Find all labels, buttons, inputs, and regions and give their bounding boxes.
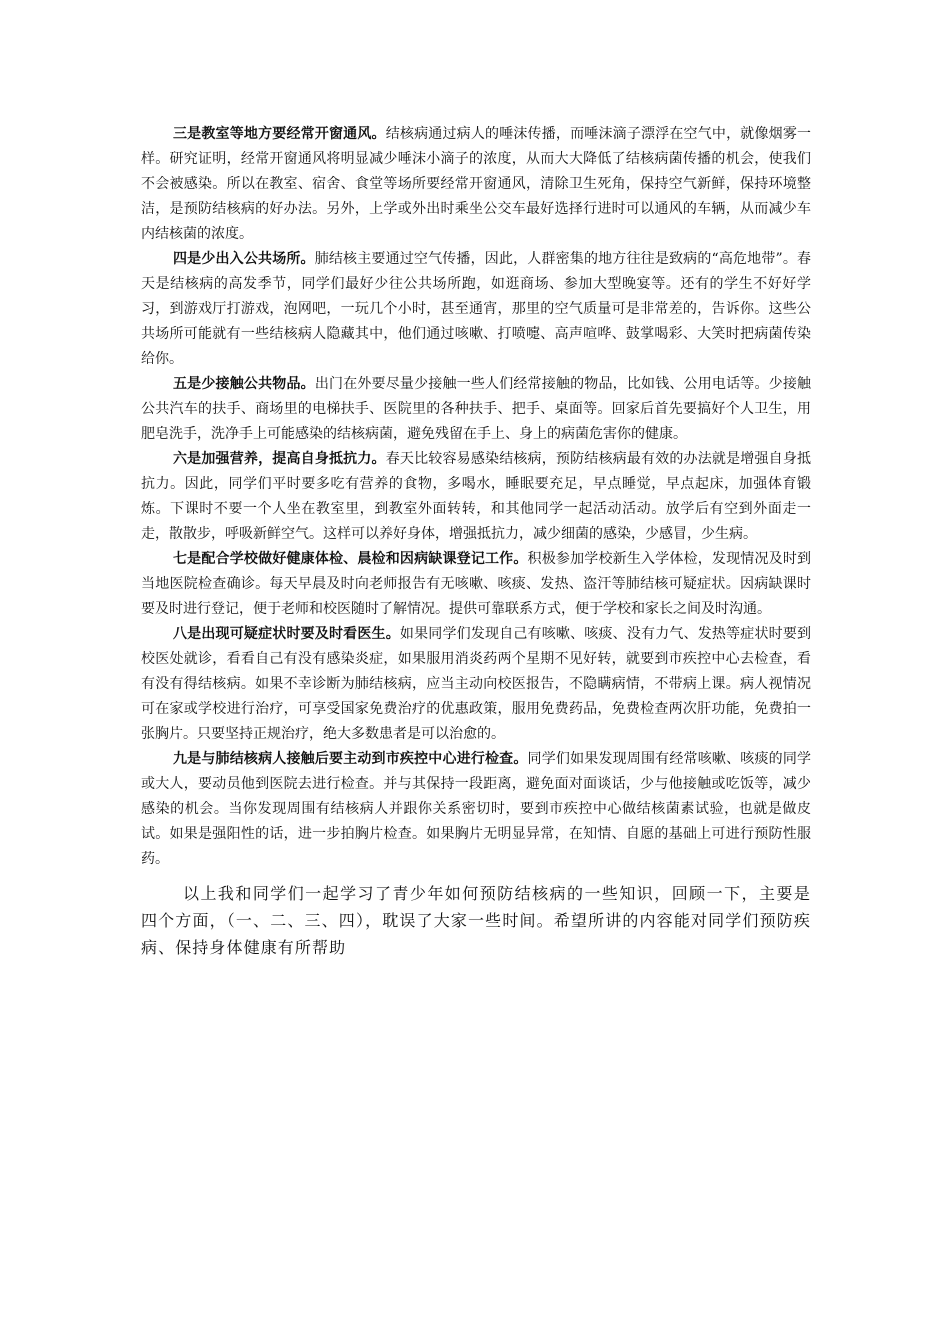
paragraph-ventilation	[141, 122, 811, 247]
paragraph-body: 肺结核主要通过空气传播，因此，人群密集的地方往往是致病的“高危地带”。春天是结核病的高发季节，同学们最好少往公共场所跑，如逛商场、参加大型晚宴等。还有的学生不好好学习，到游戏厅打游戏，泡网吧，一玩几个小时，甚至通宵，那里的空气质量可是非常差的，告诉你。这些公共场所可能就有一些结核病人隐藏其中，他们通过咳嗽、打喷嚏、高声喧哗、鼓掌喝彩、大笑时把病菌传染给你。	[141, 251, 812, 367]
document-page	[141, 122, 811, 961]
paragraph-public-objects	[141, 372, 811, 447]
paragraph-body: 春天比较容易感染结核病，预防结核病最有效的办法就是增强自身抵抗力。因此，同学们平时要多吃有营养的食物，多喝水，睡眠要充足，早点睡觉，早点起床，加强体育锻炼。下课时不要一个人坐在教室里，到教室外面转转，和其他同学一起活动活动。放学后有空到外面走一走，散散步，呼吸新鲜空气。这样可以养好身体，增强抵抗力，减少细菌的感染，少感冒，少生病。	[141, 451, 812, 542]
paragraph-body: 结核病通过病人的唾沫传播，而唾沫滴子漂浮在空气中，就像烟雾一样。研究证明，经常开窗通风将明显减少唾沫小滴子的浓度，从而大大降低了结核病菌传播的机会，使我们不会被感染。所以在教室、宿舍、食堂等场所要经常开窗通风，清除卫生死角，保持空气新鲜，保持环境整洁，是预防结核病的好办法。另外，上学或外出时乘坐公交车最好选择行进时可以通风的车辆，从而减少车内结核菌的浓度。	[141, 126, 812, 242]
paragraph-public-places	[141, 247, 811, 372]
paragraph-lead: 六是加强营养，提高自身抵抗力。	[173, 451, 386, 467]
paragraph-lead: 三是教室等地方要经常开窗通风。	[173, 126, 386, 142]
paragraph-body: 出门在外要尽量少接触一些人们经常接触的物品，比如钱、公用电话等。少接触公共汽车的扶手、商场里的电梯扶手、医院里的各种扶手、把手、桌面等。回家后首先要搞好个人卫生，用肥皂洗手，洗净手上可能感染的结核病菌，避免残留在手上、身上的病菌危害你的健康。	[141, 376, 812, 442]
paragraph-see-doctor	[141, 622, 811, 747]
paragraph-body: 积极参加学校新生入学体检，发现情况及时到当地医院检查确诊。每天早晨及时向老师报告有无咳嗽、咳痰、发热、盗汗等肺结核可疑症状。因病缺课时要及时进行登记，便于老师和校医随时了解情况。提供可靠联系方式，便于学校和家长之间及时沟通。	[141, 551, 812, 617]
paragraph-lead: 八是出现可疑症状时要及时看医生。	[173, 626, 400, 642]
paragraph-school-checkups	[141, 547, 811, 622]
paragraph-lead: 七是配合学校做好健康体检、晨检和因病缺课登记工作。	[173, 551, 528, 567]
paragraph-body: 如果同学们发现自己有咳嗽、咳痰、没有力气、发热等症状时要到校医处就诊，看看自己有没有感染炎症，如果服用消炎药两个星期不见好转，就要到市疾控中心去检查，看有没有得结核病。如果不幸诊断为肺结核病，应当主动向校医报告，不隐瞒病情，不带病上课。病人视情况可在家或学校进行治疗，可享受国家免费治疗的优惠政策，服用免费药品，免费检查两次肝功能，免费拍一张胸片。只要坚持正规治疗，绝大多数患者是可以治愈的。	[141, 626, 812, 742]
paragraph-lead: 九是与肺结核病人接触后要主动到市疾控中心进行检查。	[173, 751, 528, 767]
closing-paragraph: 以上我和同学们一起学习了青少年如何预防结核病的一些知识，回顾一下，主要是四个方面，（一、二、三、四），耽误了大家一些时间。希望所讲的内容能对同学们预防疾病、保持身体健康有所帮助	[141, 884, 811, 957]
paragraph-lead: 四是少出入公共场所。	[173, 251, 315, 267]
paragraph-contact-check	[141, 747, 811, 872]
paragraph-body: 同学们如果发现周围有经常咳嗽、咳痰的同学或大人，要动员他到医院去进行检查。并与其保持一段距离，避免面对面谈话，少与他接触或吃饭等，减少感染的机会。当你发现周围有结核病人并跟你关系密切时，要到市疾控中心做结核菌素试验，也就是做皮试。如果是强阳性的话，进一步拍胸片检查。如果胸片无明显异常，在知情、自愿的基础上可进行预防性服药。	[141, 751, 812, 867]
paragraph-lead: 五是少接触公共物品。	[173, 376, 315, 392]
paragraph-nutrition	[141, 447, 811, 547]
